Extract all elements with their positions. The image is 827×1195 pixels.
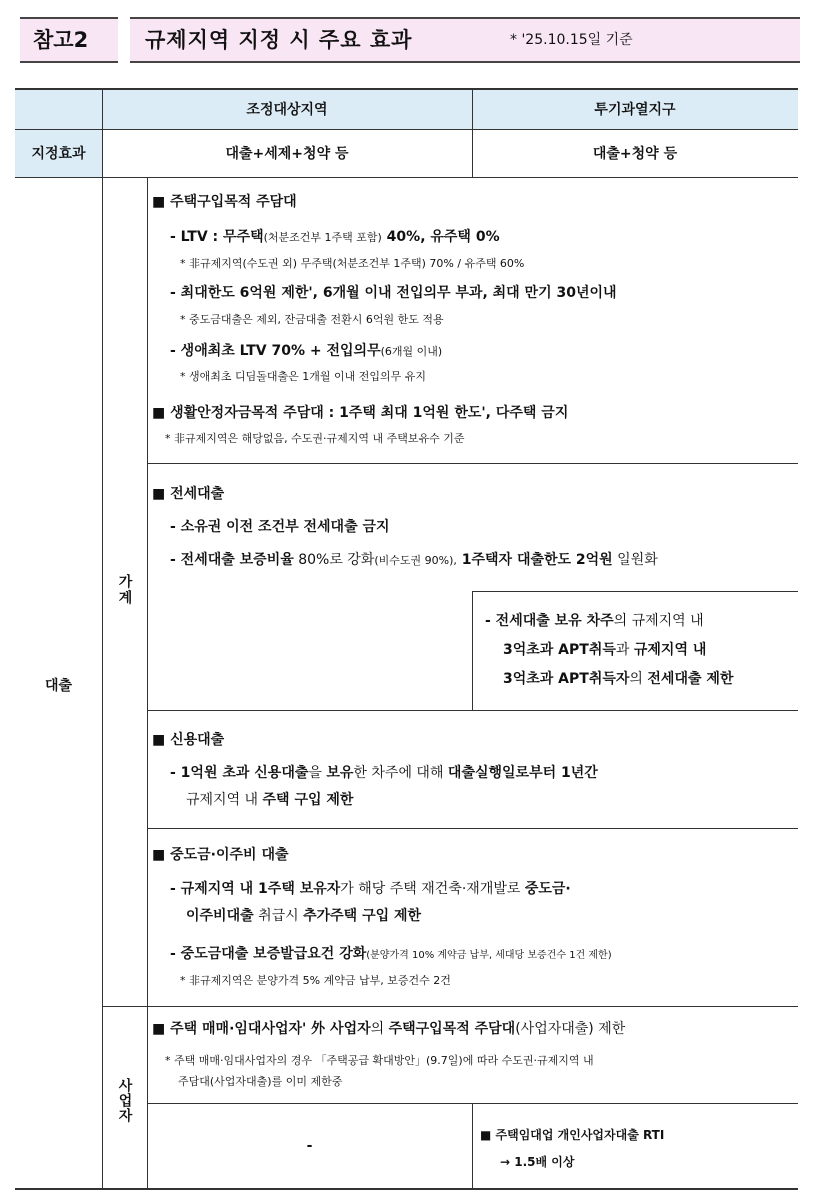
rti-line-2: → 1.5배 이상 [500,1155,575,1169]
midpay-line-1: - 규제지역 내 1주택 보유자가 해당 주택 재건축·재개발로 중도금· [170,881,571,897]
midpay-note: * 非규제지역은 분양가격 5% 계약금 납부, 보증건수 2건 [180,974,451,987]
ltv-line: - LTV : 무주택(처분조건부 1주택 포함) 40%, 유주택 0% [170,229,500,245]
credit-line-2: 규제지역 내 주택 구입 제한 [186,792,354,808]
row-label-loan: 대출 [44,678,73,694]
first-time-note: * 생애최초 디딤돌대출은 1개월 이내 전입의무 유지 [180,370,426,383]
ref-label: 참고2 [33,28,89,52]
limit-note: * 중도금대출은 제외, 잔금대출 전환시 6억원 한도 적용 [180,313,444,326]
col-header-adjust: 조정대상지역 [246,102,328,118]
effects-speculation: 대출+청약 등 [592,146,678,162]
living-fund-note: * 非규제지역은 해당없음, 수도권·규제지역 내 주택보유수 기준 [165,432,465,445]
jeonse-line-2: - 전세대출 보증비율 80%로 강화(비수도권 90%), 1주택자 대출한도 2억원 일원화 [170,552,658,568]
jeonse-spec-line-2: 3억초과 APT취득과 규제지역 내 [503,642,707,658]
first-time-line: - 생애최초 LTV 70% + 전입의무(6개월 이내) [170,343,443,359]
col-header-speculation: 투기과열지구 [594,102,676,118]
row-label-effects: 지정효과 [31,146,86,162]
row-label-household: 가계 [116,574,133,606]
business-adjust-empty: - [306,1138,313,1154]
credit-title: ■ 신용대출 [152,732,225,748]
jeonse-line-1: - 소유권 이전 조건부 전세대출 금지 [170,519,390,535]
business-note-1: * 주택 매매·임대사업자의 경우 「주택공급 확대방안」(9.7일)에 따라 수도권·규제지역 내 [165,1054,594,1067]
jeonse-spec-line-3: 3억초과 APT취득자의 전세대출 제한 [503,671,734,687]
limit-line: - 최대한도 6억원 제한', 6개월 이내 전입의무 부과, 최대 만기 30년이내 [170,285,617,301]
title-box [130,17,800,63]
date-note: * '25.10.15일 기준 [510,32,633,48]
living-fund-line: ■ 생활안정자금목적 주담대 : 1주택 최대 1억원 한도', 다주택 금지 [152,405,569,421]
business-note-2: 주담대(사업자대출)를 이미 제한중 [178,1075,343,1088]
page-title: 규제지역 지정 시 주요 효과 [145,28,413,52]
row-label-business: 사업자 [116,1077,133,1123]
jeonse-title: ■ 전세대출 [152,486,225,502]
ltv-note: * 非규제지역(수도권 외) 무주택(처분조건부 1주택) 70% / 유주택 60% [180,257,525,270]
midpay-line-3: - 중도금대출 보증발급요건 강화(분양가격 10% 계약금 납부, 세대당 보증건수 1건 제한) [170,946,612,962]
mortgage-title: ■ 주택구입목적 주담대 [152,194,297,210]
credit-line-1: - 1억원 초과 신용대출을 보유한 차주에 대해 대출실행일로부터 1년간 [170,765,598,781]
midpay-line-2: 이주비대출 취급시 추가주택 구입 제한 [186,908,422,924]
business-line-1: ■ 주택 매매·임대사업자' 外 사업자의 주택구입목적 주담대(사업자대출) 제한 [152,1021,626,1037]
ref-label-box [20,17,118,63]
midpay-title: ■ 중도금·이주비 대출 [152,847,289,863]
effects-adjust: 대출+세제+청약 등 [225,146,349,162]
rti-line-1: ■ 주택임대업 개인사업자대출 RTI [480,1128,665,1142]
jeonse-spec-line-1: - 전세대출 보유 차주의 규제지역 내 [485,613,704,629]
